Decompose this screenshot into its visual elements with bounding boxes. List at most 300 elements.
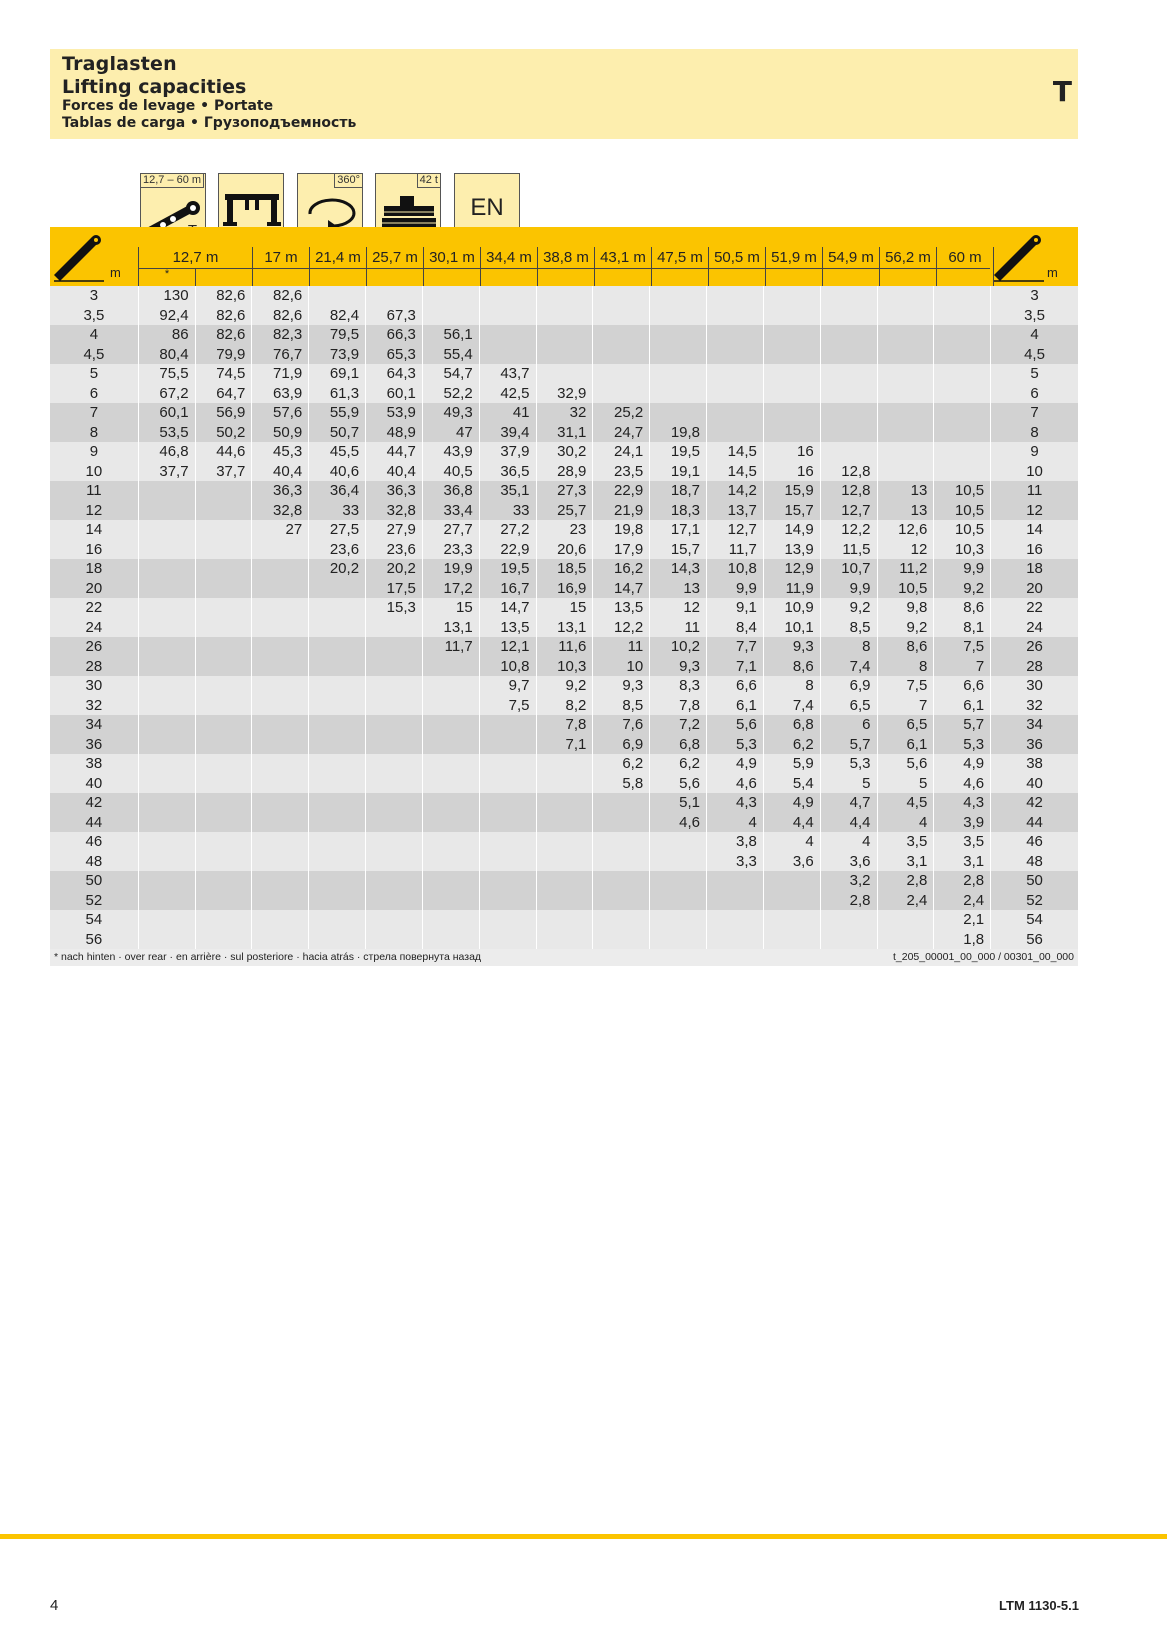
capacity-cell bbox=[536, 774, 593, 794]
capacity-value: 4,3 bbox=[735, 794, 757, 811]
capacity-cell bbox=[706, 540, 763, 560]
capacity-cell bbox=[649, 520, 706, 540]
capacity-cell bbox=[365, 579, 422, 599]
capacity-value: 3,3 bbox=[735, 852, 757, 870]
capacity-value: 37,7 bbox=[216, 462, 246, 480]
capacity-cell bbox=[592, 793, 649, 813]
capacity-cell bbox=[195, 871, 252, 891]
capacity-cell bbox=[479, 384, 536, 404]
sub-header-cell bbox=[537, 268, 594, 286]
sub-header-cell bbox=[480, 268, 537, 286]
capacity-cell bbox=[138, 832, 195, 852]
capacity-value: 17,5 bbox=[386, 579, 416, 597]
capacity-cell bbox=[536, 501, 593, 521]
boom-length-header: 25,7 m bbox=[366, 247, 423, 268]
capacity-cell bbox=[195, 715, 252, 735]
capacity-value: 6,8 bbox=[792, 716, 814, 733]
sub-header-cell bbox=[366, 268, 423, 286]
capacity-cell bbox=[251, 871, 308, 891]
capacity-cell bbox=[820, 930, 877, 950]
sub-header-cell bbox=[423, 268, 480, 286]
capacity-cell bbox=[877, 384, 934, 404]
capacity-cell bbox=[195, 891, 252, 911]
capacity-cell bbox=[820, 891, 877, 911]
capacity-value: 18,3 bbox=[670, 501, 701, 519]
capacity-cell bbox=[422, 384, 479, 404]
capacity-cell bbox=[706, 579, 763, 599]
capacity-cell bbox=[536, 754, 593, 774]
radius-cell: 16 bbox=[85, 540, 103, 558]
table-row bbox=[50, 520, 1078, 540]
capacity-cell bbox=[195, 696, 252, 716]
capacity-value: 40,5 bbox=[443, 462, 473, 480]
capacity-cell bbox=[649, 286, 706, 306]
table-row bbox=[50, 462, 1078, 482]
sub-header-cell bbox=[765, 268, 822, 286]
capacity-value: 82,3 bbox=[273, 326, 303, 343]
capacity-cell bbox=[422, 325, 479, 345]
capacity-cell bbox=[706, 384, 763, 404]
capacity-value: 20,2 bbox=[386, 560, 416, 577]
radius-cell: 6 bbox=[89, 384, 99, 402]
capacity-value: 4,7 bbox=[849, 794, 871, 811]
capacity-cell bbox=[195, 540, 252, 560]
capacity-value: 14,2 bbox=[727, 482, 757, 499]
capacity-cell bbox=[592, 852, 649, 872]
capacity-cell bbox=[933, 423, 990, 443]
capacity-cell bbox=[365, 540, 422, 560]
title-band bbox=[50, 49, 1078, 139]
capacity-cell bbox=[479, 657, 536, 677]
capacity-cell bbox=[308, 579, 365, 599]
capacity-cell bbox=[308, 540, 365, 560]
radius-cell-right: 20 bbox=[990, 579, 1078, 599]
radius-cell-right: 34 bbox=[990, 715, 1078, 735]
capacity-value: 4,5 bbox=[906, 794, 928, 811]
capacity-value: 14,5 bbox=[727, 443, 757, 460]
page-number: 4 bbox=[50, 1597, 59, 1614]
capacity-cell bbox=[251, 618, 308, 638]
capacity-cell bbox=[479, 696, 536, 716]
capacity-value: 8,2 bbox=[565, 696, 587, 714]
capacity-cell bbox=[479, 559, 536, 579]
capacity-value: 36,8 bbox=[443, 482, 473, 499]
capacity-cell bbox=[536, 559, 593, 579]
capacity-value: 12,6 bbox=[898, 521, 928, 538]
capacity-cell bbox=[138, 774, 195, 794]
capacity-cell bbox=[422, 793, 479, 813]
capacity-cell bbox=[877, 598, 934, 618]
radius-cell-right: 3,5 bbox=[990, 306, 1078, 326]
capacity-cell bbox=[536, 910, 593, 930]
capacity-cell bbox=[422, 306, 479, 326]
capacity-cell bbox=[820, 364, 877, 384]
slew-label: 360° bbox=[334, 174, 362, 188]
capacity-cell bbox=[195, 442, 252, 462]
capacity-cell bbox=[365, 384, 422, 404]
capacity-value: 6 bbox=[862, 716, 871, 733]
capacity-value: 27,7 bbox=[443, 521, 473, 538]
capacity-value: 7,6 bbox=[622, 716, 644, 733]
capacity-value: 20,6 bbox=[557, 540, 587, 558]
capacity-cell bbox=[592, 891, 649, 911]
capacity-value: 4,9 bbox=[792, 794, 814, 811]
capacity-cell bbox=[365, 325, 422, 345]
capacity-cell bbox=[365, 345, 422, 365]
sub-header-cell bbox=[651, 268, 708, 286]
capacity-value: 8,6 bbox=[792, 657, 814, 675]
capacity-cell bbox=[706, 637, 763, 657]
capacity-value: 57,6 bbox=[273, 404, 303, 421]
capacity-value: 66,3 bbox=[386, 326, 416, 343]
capacity-cell bbox=[138, 384, 195, 404]
capacity-cell bbox=[251, 793, 308, 813]
capacity-value: 11,6 bbox=[558, 638, 587, 655]
capacity-cell bbox=[706, 520, 763, 540]
capacity-value: 6,1 bbox=[735, 696, 757, 714]
capacity-cell bbox=[479, 735, 536, 755]
capacity-cell bbox=[877, 676, 934, 696]
capacity-cell bbox=[479, 325, 536, 345]
capacity-cell bbox=[251, 715, 308, 735]
capacity-cell bbox=[138, 559, 195, 579]
capacity-cell bbox=[763, 754, 820, 774]
radius-cell: 30 bbox=[85, 677, 103, 694]
capacity-cell bbox=[365, 813, 422, 833]
capacity-value: 2,4 bbox=[963, 891, 985, 909]
capacity-value: 53,5 bbox=[159, 423, 189, 441]
capacity-value: 16,7 bbox=[500, 579, 530, 597]
capacity-value: 33,4 bbox=[443, 501, 473, 519]
capacity-cell bbox=[308, 637, 365, 657]
capacity-value: 2,4 bbox=[906, 891, 928, 909]
capacity-cell bbox=[536, 540, 593, 560]
capacity-cell bbox=[706, 793, 763, 813]
capacity-value: 9,9 bbox=[963, 560, 985, 577]
capacity-value: 7,1 bbox=[735, 657, 757, 675]
capacity-cell bbox=[877, 891, 934, 911]
capacity-cell bbox=[195, 306, 252, 326]
radius-cell: 48 bbox=[85, 852, 103, 870]
capacity-cell bbox=[649, 423, 706, 443]
capacity-cell bbox=[706, 715, 763, 735]
capacity-value: 13,5 bbox=[613, 599, 644, 616]
capacity-value: 9,3 bbox=[679, 657, 701, 675]
capacity-value: 50,2 bbox=[216, 423, 246, 441]
capacity-cell bbox=[933, 657, 990, 677]
capacity-value: 32,8 bbox=[386, 501, 416, 519]
radius-cell-right: 54 bbox=[990, 910, 1078, 930]
capacity-cell bbox=[422, 735, 479, 755]
table-row bbox=[50, 754, 1078, 774]
radius-cell-right: 11 bbox=[990, 481, 1078, 501]
capacity-cell bbox=[195, 481, 252, 501]
capacity-cell bbox=[933, 325, 990, 345]
capacity-cell bbox=[649, 325, 706, 345]
table-row bbox=[50, 735, 1078, 755]
capacity-cell bbox=[251, 579, 308, 599]
capacity-value: 73,9 bbox=[329, 345, 360, 363]
table-row bbox=[50, 423, 1078, 443]
capacity-cell bbox=[820, 559, 877, 579]
capacity-cell bbox=[592, 754, 649, 774]
capacity-cell bbox=[592, 930, 649, 950]
capacity-cell bbox=[308, 754, 365, 774]
capacity-cell bbox=[479, 715, 536, 735]
capacity-cell bbox=[706, 871, 763, 891]
capacity-cell bbox=[763, 637, 820, 657]
capacity-value: 7,4 bbox=[849, 657, 871, 675]
capacity-cell bbox=[308, 676, 365, 696]
capacity-cell bbox=[933, 910, 990, 930]
capacity-cell bbox=[479, 754, 536, 774]
radius-cell-right: 14 bbox=[990, 520, 1078, 540]
capacity-cell bbox=[308, 930, 365, 950]
radius-cell-right: 7 bbox=[990, 403, 1078, 423]
capacity-cell bbox=[649, 774, 706, 794]
capacity-cell bbox=[877, 871, 934, 891]
capacity-value: 23,3 bbox=[443, 540, 473, 558]
capacity-cell bbox=[649, 852, 706, 872]
capacity-value: 4 bbox=[918, 813, 928, 831]
capacity-cell bbox=[933, 364, 990, 384]
capacity-cell bbox=[536, 423, 593, 443]
radius-cell: 26 bbox=[85, 638, 103, 655]
radius-cell-right: 46 bbox=[990, 832, 1078, 852]
capacity-cell bbox=[365, 423, 422, 443]
capacity-value: 7,5 bbox=[508, 696, 530, 714]
capacity-value: 13 bbox=[683, 579, 701, 597]
sub-header-cell bbox=[594, 268, 651, 286]
radius-cell-right: 6 bbox=[990, 384, 1078, 404]
capacity-cell bbox=[365, 852, 422, 872]
capacity-value: 10,5 bbox=[954, 501, 985, 519]
capacity-cell bbox=[649, 910, 706, 930]
capacity-cell bbox=[763, 793, 820, 813]
capacity-value: 12,8 bbox=[841, 462, 871, 480]
capacity-cell bbox=[820, 715, 877, 735]
capacity-cell bbox=[195, 325, 252, 345]
capacity-cell bbox=[422, 852, 479, 872]
capacity-value: 49,3 bbox=[443, 404, 473, 421]
capacity-cell bbox=[933, 598, 990, 618]
capacity-cell bbox=[877, 910, 934, 930]
capacity-cell bbox=[138, 637, 195, 657]
capacity-cell bbox=[649, 657, 706, 677]
capacity-value: 36,3 bbox=[386, 482, 416, 499]
capacity-cell bbox=[479, 579, 536, 599]
capacity-value: 15 bbox=[456, 599, 473, 616]
capacity-value: 7,8 bbox=[565, 716, 587, 733]
capacity-cell bbox=[877, 364, 934, 384]
radius-cell: 38 bbox=[85, 755, 103, 772]
capacity-cell bbox=[195, 462, 252, 482]
capacity-value: 54,7 bbox=[443, 365, 473, 382]
capacity-cell bbox=[422, 364, 479, 384]
capacity-cell bbox=[649, 871, 706, 891]
capacity-value: 30,2 bbox=[557, 443, 587, 460]
capacity-cell bbox=[308, 384, 365, 404]
capacity-cell bbox=[365, 637, 422, 657]
capacity-cell bbox=[877, 754, 934, 774]
capacity-value: 4,3 bbox=[963, 794, 985, 811]
boom-length-header: 60 m bbox=[936, 247, 993, 268]
capacity-cell bbox=[138, 618, 195, 638]
capacity-cell bbox=[763, 345, 820, 365]
radius-cell-right: 28 bbox=[990, 657, 1078, 677]
capacity-value: 5,3 bbox=[963, 735, 985, 753]
capacity-cell bbox=[706, 852, 763, 872]
capacity-cell bbox=[251, 481, 308, 501]
capacity-value: 40,6 bbox=[329, 462, 360, 480]
table-row bbox=[50, 637, 1078, 657]
capacity-value: 27,2 bbox=[500, 521, 530, 538]
capacity-cell bbox=[706, 910, 763, 930]
capacity-value: 13,5 bbox=[500, 618, 530, 636]
capacity-value: 13 bbox=[910, 482, 928, 499]
capacity-cell bbox=[536, 832, 593, 852]
capacity-cell bbox=[933, 852, 990, 872]
capacity-value: 92,4 bbox=[159, 306, 189, 324]
capacity-value: 15,7 bbox=[670, 540, 701, 558]
table-row bbox=[50, 540, 1078, 560]
capacity-cell bbox=[592, 540, 649, 560]
capacity-cell bbox=[365, 286, 422, 306]
capacity-cell bbox=[479, 930, 536, 950]
capacity-value: 3,5 bbox=[906, 833, 928, 850]
capacity-cell bbox=[592, 286, 649, 306]
capacity-cell bbox=[195, 384, 252, 404]
capacity-cell bbox=[365, 871, 422, 891]
capacity-cell bbox=[649, 540, 706, 560]
capacity-cell bbox=[592, 306, 649, 326]
capacity-cell bbox=[877, 286, 934, 306]
capacity-cell bbox=[138, 813, 195, 833]
table-row bbox=[50, 793, 1078, 813]
section-letter: T bbox=[1052, 75, 1072, 108]
table-row bbox=[50, 891, 1078, 911]
capacity-cell bbox=[479, 501, 536, 521]
boom-length-header: 56,2 m bbox=[879, 247, 936, 268]
radius-cell-right: 16 bbox=[990, 540, 1078, 560]
capacity-value: 9,2 bbox=[963, 579, 985, 597]
capacity-cell bbox=[763, 813, 820, 833]
capacity-value: 6,5 bbox=[849, 696, 871, 714]
capacity-cell bbox=[138, 286, 195, 306]
capacity-cell bbox=[706, 364, 763, 384]
capacity-value: 12,1 bbox=[500, 638, 530, 655]
capacity-cell bbox=[251, 559, 308, 579]
capacity-cell bbox=[763, 579, 820, 599]
capacity-cell bbox=[706, 325, 763, 345]
radius-cell-right: 4 bbox=[990, 325, 1078, 345]
capacity-value: 65,3 bbox=[386, 345, 416, 363]
capacity-value: 3,6 bbox=[792, 852, 814, 870]
capacity-cell bbox=[649, 501, 706, 521]
capacity-cell bbox=[649, 696, 706, 716]
capacity-cell bbox=[933, 520, 990, 540]
radius-cell: 52 bbox=[85, 891, 103, 909]
capacity-cell bbox=[308, 715, 365, 735]
capacity-cell bbox=[763, 520, 820, 540]
capacity-cell bbox=[820, 520, 877, 540]
capacity-cell bbox=[706, 930, 763, 950]
capacity-cell bbox=[479, 871, 536, 891]
capacity-cell bbox=[933, 442, 990, 462]
capacity-cell bbox=[933, 306, 990, 326]
capacity-value: 4,6 bbox=[735, 774, 757, 792]
capacity-value: 17,9 bbox=[613, 540, 644, 558]
table-row bbox=[50, 403, 1078, 423]
capacity-cell bbox=[365, 696, 422, 716]
capacity-value: 8,6 bbox=[963, 599, 985, 616]
capacity-value: 19,5 bbox=[500, 560, 530, 577]
radius-cell-right: 3 bbox=[990, 286, 1078, 306]
capacity-cell bbox=[251, 520, 308, 540]
footnote-bar bbox=[50, 949, 1078, 966]
capacity-cell bbox=[820, 832, 877, 852]
capacity-value: 27,9 bbox=[386, 521, 416, 538]
boom-length-header: 12,7 m bbox=[138, 247, 252, 268]
capacity-cell bbox=[820, 696, 877, 716]
capacity-cell bbox=[251, 930, 308, 950]
radius-cell-right: 18 bbox=[990, 559, 1078, 579]
capacity-cell bbox=[933, 637, 990, 657]
capacity-cell bbox=[536, 520, 593, 540]
capacity-cell bbox=[933, 403, 990, 423]
capacity-cell bbox=[706, 306, 763, 326]
capacity-cell bbox=[195, 423, 252, 443]
capacity-cell bbox=[251, 910, 308, 930]
capacity-cell bbox=[763, 481, 820, 501]
radius-cell-right: 50 bbox=[990, 871, 1078, 891]
capacity-cell bbox=[479, 481, 536, 501]
sub-header-cell bbox=[708, 268, 765, 286]
capacity-cell bbox=[536, 793, 593, 813]
title-fr-it: Forces de levage • Portate bbox=[62, 98, 274, 114]
table-row bbox=[50, 325, 1078, 345]
capacity-cell bbox=[138, 754, 195, 774]
capacity-cell bbox=[706, 442, 763, 462]
capacity-cell bbox=[877, 501, 934, 521]
capacity-value: 2,8 bbox=[906, 872, 928, 889]
capacity-value: 45,5 bbox=[329, 443, 360, 460]
capacity-cell bbox=[365, 774, 422, 794]
capacity-value: 8,4 bbox=[735, 618, 757, 636]
boom-length-header: 51,9 m bbox=[765, 247, 822, 268]
capacity-value: 67,3 bbox=[386, 306, 416, 324]
capacity-value: 25,2 bbox=[613, 404, 644, 421]
capacity-cell bbox=[536, 579, 593, 599]
capacity-value: 12,7 bbox=[727, 521, 757, 538]
capacity-value: 19,1 bbox=[670, 462, 701, 480]
capacity-cell bbox=[251, 423, 308, 443]
radius-cell-right: 4,5 bbox=[990, 345, 1078, 365]
capacity-value: 12,7 bbox=[841, 501, 871, 519]
capacity-value: 13,1 bbox=[443, 618, 473, 636]
capacity-cell bbox=[820, 637, 877, 657]
capacity-cell bbox=[422, 871, 479, 891]
capacity-value: 20,2 bbox=[329, 560, 360, 577]
capacity-cell bbox=[138, 442, 195, 462]
capacity-value: 10,8 bbox=[500, 657, 530, 675]
capacity-value: 4,9 bbox=[735, 755, 757, 772]
capacity-cell bbox=[820, 598, 877, 618]
capacity-value: 7,5 bbox=[906, 677, 928, 694]
capacity-cell bbox=[422, 657, 479, 677]
capacity-value: 7,1 bbox=[565, 735, 587, 753]
capacity-cell bbox=[251, 540, 308, 560]
